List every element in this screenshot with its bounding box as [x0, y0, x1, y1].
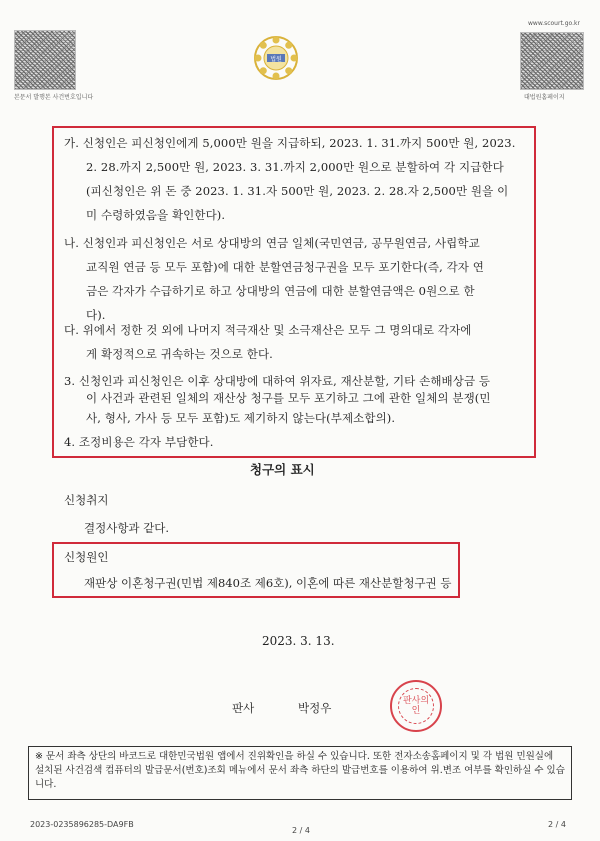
purpose-label: 신청취지 — [64, 493, 109, 507]
order-line: 다. 위에서 정한 것 외에 나머지 적극재산 및 소극재산은 모두 그 명의대로 각자에 — [64, 323, 472, 337]
order-line: 4. 조정비용은 각자 부담한다. — [64, 435, 214, 449]
court-url: www.scourt.go.kr — [528, 20, 580, 27]
order-line: 게 확정적으로 귀속하는 것으로 한다. — [86, 347, 273, 361]
order-line: 사, 형사, 가사 등 모두 포함)도 제기하지 않는다(부제소합의). — [86, 411, 396, 425]
decision-date: 2023. 3. 13. — [262, 634, 335, 648]
order-line: 3. 신청인과 피신청인은 이후 상대방에 대하여 위자료, 재산분할, 기타 손해배상금 등 — [64, 374, 491, 388]
emblem-label: 법원 — [270, 56, 282, 63]
barcode-left-icon — [14, 30, 76, 90]
verification-notice: ※ 문서 좌측 상단의 바코드로 대한민국법원 앱에서 진위확인을 하실 수 있습니다. 또한 전자소송홈페이지 및 각 법원 민원실에 설치된 사건검색 컴퓨터의 발급문서(번호)조회 메뉴에서 문서 좌측 하단의 발급번호를 이용하여 위.변조 여부를 확인하실 수 있습니다. — [28, 746, 572, 800]
barcode-right-icon — [520, 32, 584, 90]
issue-code: 2023-0235896285-DA9FB — [30, 820, 134, 829]
barcode-left-caption: 본문서 발행본 사건번호입니다 — [14, 94, 94, 101]
seal-text: 판사의인 — [398, 688, 434, 724]
judge-title: 판사 — [232, 701, 255, 715]
order-line: 이 사건과 관련된 일체의 재산상 청구를 모두 포기하고 그에 관한 일체의 분쟁(민 — [86, 391, 491, 405]
cause-label: 신청원인 — [64, 550, 109, 564]
order-line: 나. 신청인과 피신청인은 서로 상대방의 연금 일체(국민연금, 공무원연금, 사립학교 — [64, 236, 480, 250]
barcode-right-caption: 대법원홈페이지 — [524, 94, 565, 101]
judge-name: 박정우 — [298, 701, 332, 715]
judge-seal-icon — [390, 680, 442, 732]
order-line: 가. 신청인은 피신청인에게 5,000만 원을 지급하되, 2023. 1. 31.까지 500만 원, 2023. — [64, 136, 516, 150]
order-line: 금은 각자가 수급하기로 하고 상대방의 연금에 대한 분할연금액은 0원으로 한 — [86, 284, 475, 298]
cause-value: 재판상 이혼청구권(민법 제840조 제6호), 이혼에 따른 재산분할청구권 등 — [84, 576, 452, 590]
order-line: 미 수령하였음을 확인한다). — [86, 208, 226, 222]
claim-heading: 청구의 표시 — [250, 462, 315, 477]
order-line: 교직원 연금 등 모두 포함)에 대한 분할연금청구권을 모두 포기한다(즉, 각자 연 — [86, 260, 484, 274]
page-number-right: 2 / 4 — [548, 820, 566, 829]
order-line: 다). — [86, 308, 106, 322]
purpose-value: 결정사항과 같다. — [84, 521, 170, 535]
order-line: (피신청인은 위 돈 중 2023. 1. 31.자 500만 원, 2023. 2. 28.자 2,500만 원을 이 — [86, 184, 509, 198]
page-number: 2 / 4 — [292, 826, 310, 835]
order-line: 2. 28.까지 2,500만 원, 2023. 3. 31.까지 2,000만 원으로 분할하여 각 지급한다 — [86, 160, 504, 174]
court-emblem-icon — [252, 34, 300, 82]
